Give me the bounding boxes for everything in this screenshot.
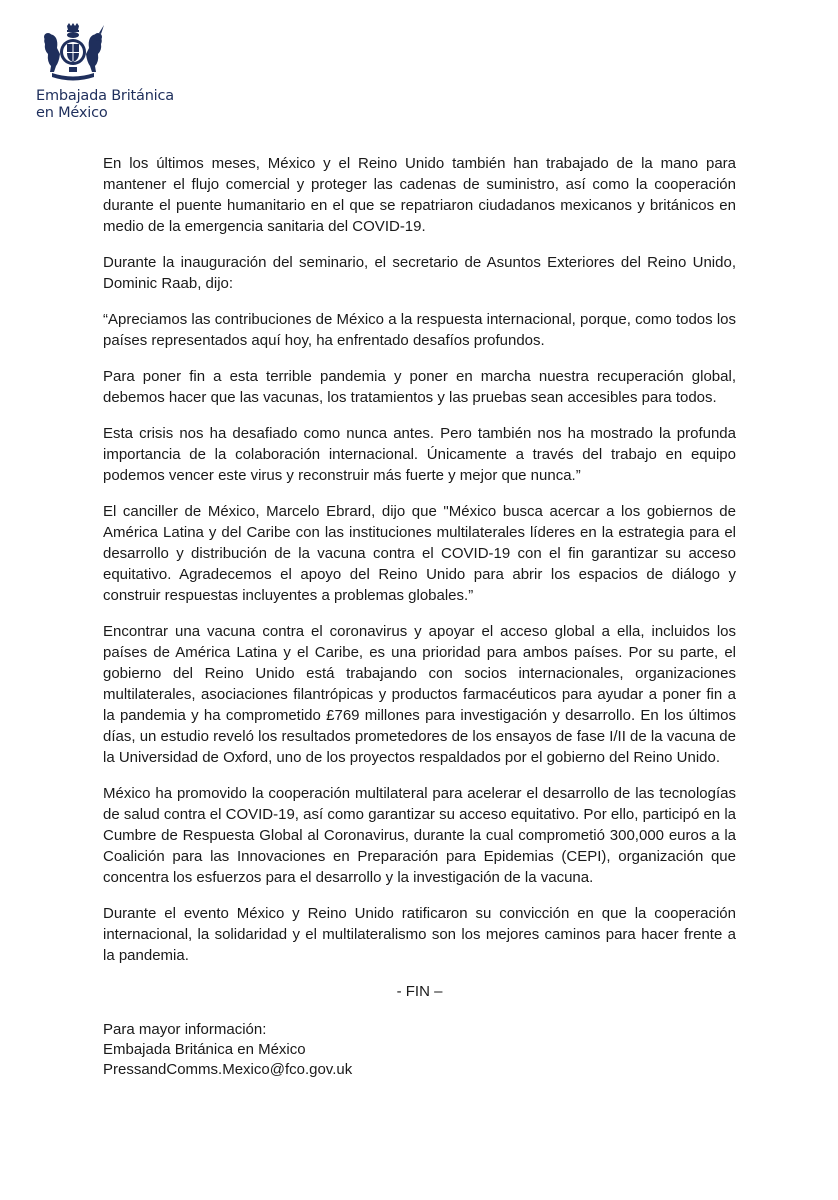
paragraph: “Apreciamos las contribuciones de México a la respuesta internacional, porque, como todos los países representados aquí hoy, ha enfrentado desafíos profundos. [103,311,736,349]
press-release-body [103,153,736,1080]
paragraph: México ha promovido la cooperación multilateral para acelerar el desarrollo de las tecnologías de salud contra el COVID-19, así como garantizar su acceso equitativo. Por ello, participó en la Cumbre de Respuesta Global al Coronavirus, durante la cual comprometió 300,000 euros a la Coalición para las Innovaciones en Preparación para Epidemias (CEPI), organización que concentra los esfuerzos para el desarrollo y la investigación de la vacuna. [103,785,736,886]
embassy-name [36,88,196,122]
paragraph: Para poner fin a esta terrible pandemia y poner en marcha nuestra recuperación global, debemos hacer que las vacunas, los tratamientos y las pruebas sean accesibles para todos. [103,368,736,406]
paragraph: Durante la inauguración del seminario, el secretario de Asuntos Exteriores del Reino Unido, Dominic Raab, dijo: [103,254,736,292]
contact-info [103,1020,736,1080]
contact-email: PressandComms.Mexico@fco.gov.uk [103,1061,353,1078]
paragraph: Encontrar una vacuna contra el coronavirus y apoyar el acceso global a ella, incluidos los países de América Latina y el Caribe, es una prioridad para ambos países. Por su parte, el gobierno del Reino Unido está trabajando con socios internacionales, organizaciones multilaterales, asociaciones filantrópicas y productos farmacéuticos para ayudar a poner fin a la pandemia y ha comprometido £769 millones para investigación y desarrollo. En los últimos días, un estudio reveló los resultados prometedores de los ensayos de fase I/II de la vacuna de la Universidad de Oxford, uno de los proyectos respaldados por el gobierno del Reino Unido. [103,623,736,766]
paragraph: Esta crisis nos ha desafiado como nunca antes. Pero también nos ha mostrado la profunda importancia de la colaboración internacional. Únicamente a través del trabajo en equipo podemos vencer este virus y reconstruir más fuerte y mejor que nunca.” [103,425,736,484]
royal-coat-of-arms-icon [38,22,108,84]
paragraph: Durante el evento México y Reino Unido ratificaron su convicción en que la cooperación internacional, la solidaridad y el multilateralismo son los mejores caminos para hacer frente a la pandemia. [103,905,736,964]
contact-organization: Embajada Británica en México [103,1041,306,1058]
embassy-name-line2: en México [36,105,108,121]
embassy-name-line1: Embajada Británica [36,88,174,104]
end-marker: - FIN – [396,983,443,1000]
paragraph: En los últimos meses, México y el Reino Unido también han trabajado de la mano para mantener el flujo comercial y proteger las cadenas de suministro, así como la cooperación durante el puente humanitario en el que se repatriaron ciudadanos mexicanos y británicos en medio de la emergencia sanitaria del COVID-19. [103,155,736,235]
embassy-logo [36,22,196,122]
contact-heading: Para mayor información: [103,1021,267,1038]
paragraph: El canciller de México, Marcelo Ebrard, dijo que "México busca acercar a los gobiernos de América Latina y del Caribe con las instituciones multilaterales líderes en la estrategia para el desarrollo y distribución de la vacuna contra el COVID-19 con el fin garantizar su acceso equitativo. Agradecemos el apoyo del Reino Unido para abrir los espacios de diálogo y construir respuestas incluyentes a problemas globales.” [103,503,736,604]
